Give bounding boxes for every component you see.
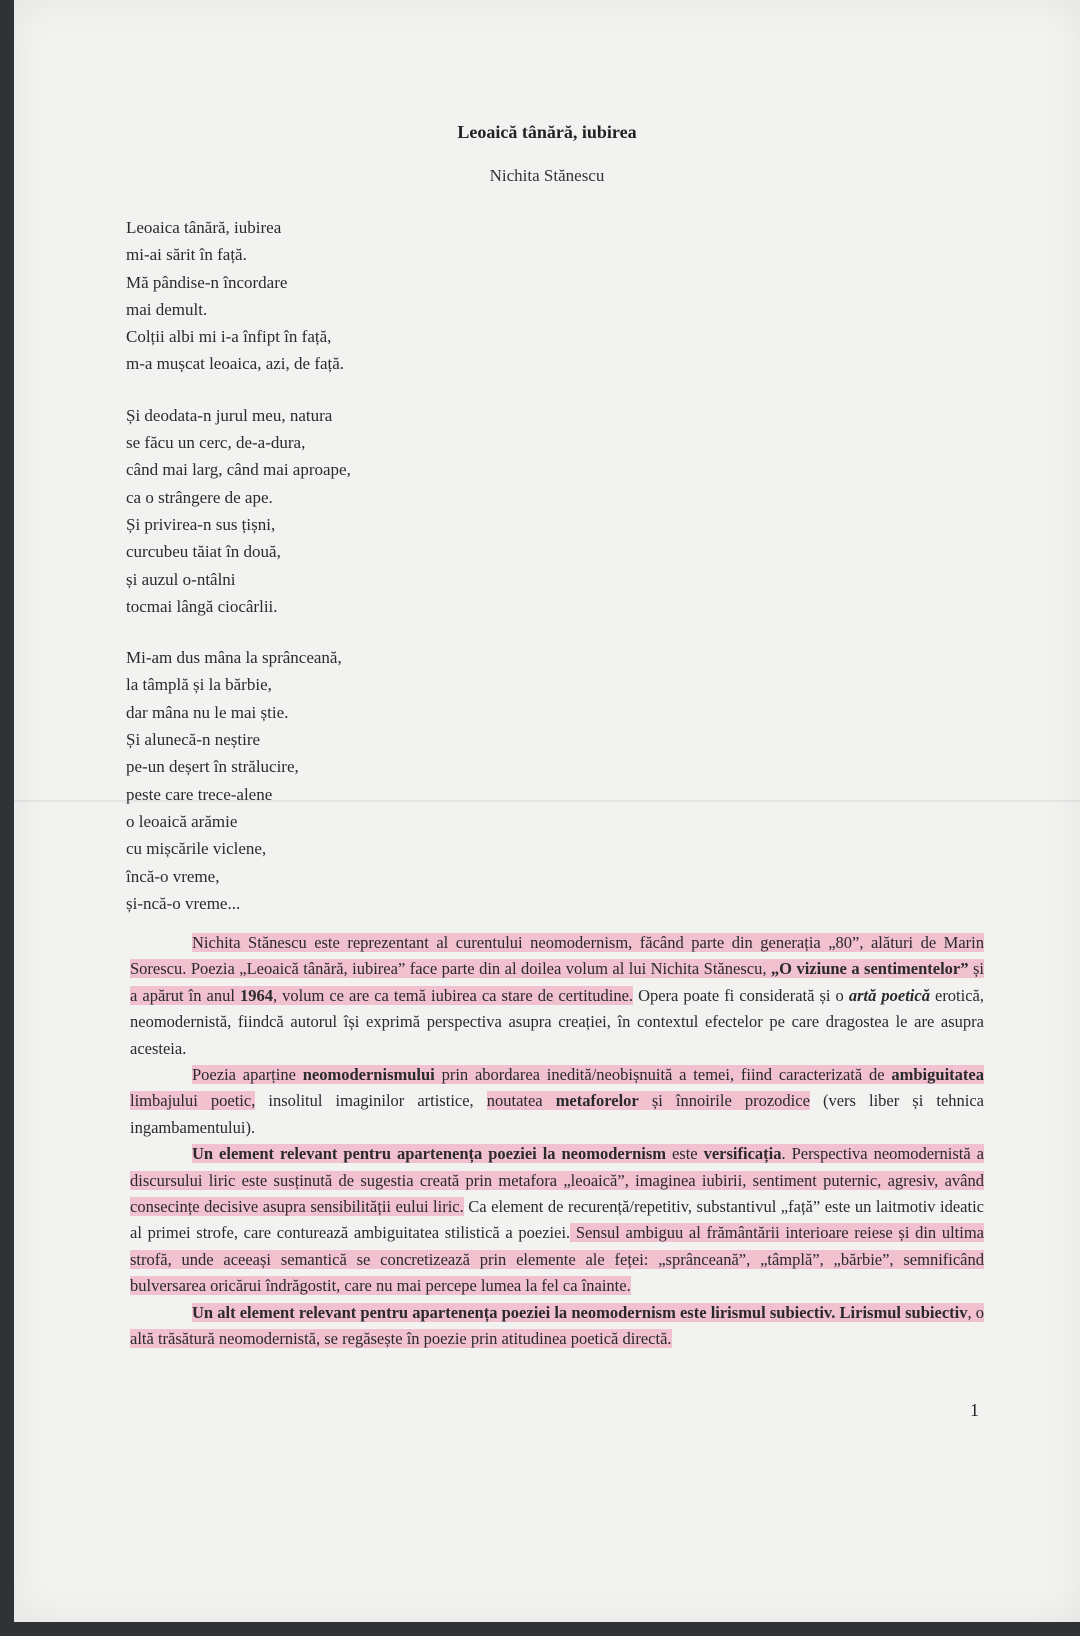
emphasis-text: artă poetică	[848, 985, 930, 1005]
verse-line: pe-un deșert în strălucire,	[126, 757, 299, 777]
highlighted-text: Un element relevant pentru apartenența poeziei la neomodernism este versificația. Perspectiva neomodernistă a discursului liric este susținută de sugestia creată prin metafora „leoaică”, imaginea iubirii, sentiment puternic, agresiv, având consecințe decisive asupra sensibilității eului liric.	[130, 1144, 985, 1217]
highlighted-text: Poezia aparține neomodernismului prin abordarea inedită/neobișnuită a temei, fiind caracterizată de ambiguitatea limbajului poetic,	[130, 1065, 984, 1111]
page-number: 1	[970, 1400, 979, 1420]
verse-line: tocmai lângă ciocârlii.	[126, 596, 278, 616]
essay-paragraph-4	[130, 1300, 984, 1353]
stanza-1	[126, 214, 546, 378]
verse-line: la tâmplă și la bărbie,	[126, 675, 272, 695]
verse-line: mi-ai sărit în față.	[126, 245, 247, 265]
verse-line: cu mișcările viclene,	[126, 839, 267, 859]
verse-line: Leoaica tânără, iubirea	[126, 218, 282, 237]
document-page	[14, 0, 1080, 1622]
essay-text	[130, 930, 984, 1353]
highlighted-text: Sensul ambiguu al frământării interioare reiese și din ultima strofă, unde aceeași semantică se concretizează prin elemente ale feței: „sprânceană”, „tâmplă”, „bărbie”, semnificând bulversarea oricărui îndrăgostit, care nu mai percepe lumea la fel ca înainte.	[130, 1223, 984, 1296]
verse-line: când mai larg, când mai aproape,	[126, 460, 351, 480]
verse-line: și auzul o-ntâlni	[126, 569, 236, 589]
poem-author: Nichita Stănescu	[489, 166, 605, 185]
stanza-3	[126, 644, 546, 917]
highlighted-text: noutatea metaforelor și înnoirile prozodice	[486, 1091, 810, 1111]
verse-line: Și privirea-n sus țișni,	[126, 514, 276, 534]
verse-line: Și deodata-n jurul meu, natura	[126, 405, 333, 425]
verse-line: Mă pândise-n încordare	[126, 272, 288, 292]
essay-paragraph-2: Poezia aparține neomodernismului prin abordarea inedită/neobișnuită a temei, fiind caracterizată de ambiguitatea limbajului poetic, insolitul imaginilor artistice, noutatea metaforelor și înnoirile prozodice (vers liber și tehnica ingambamentului).	[130, 1065, 984, 1137]
verse-line: o leoaică arămie	[126, 811, 238, 831]
verse-line: dar mâna nu le mai știe.	[126, 702, 289, 722]
highlighted-text: Nichita Stănescu este reprezentant al curentului neomodernism, făcând parte din generația „80”, alături de Marin Sorescu. Poezia „Leoaică tânără, iubirea” face parte din al doilea volum al lui Nichita Stănescu, „O viziune a sentimentelor” și a apărut în anul 1964, volum ce are ca temă iubirea ca stare de certitudine.	[130, 933, 984, 1005]
essay-paragraph-3: Un element relevant pentru apartenența poeziei la neomodernism este versificația. Perspectiva neomodernistă a discursului liric este susținută de sugestia creată prin metafora „leoaică”, imaginea iubirii, sentiment puternic, agresiv, având consecințe decisive asupra sensibilității eului liric. Ca element de recurență/repetitiv, substantivul „față” este un laitmotiv ideatic al primei strofe, care conturează ambiguitatea stilistică a poeziei. Sensul ambiguu al frământării interioare reiese și din ultima strofă, unde aceeași semantică se concretizează prin elemente ale feței: „sprânceană”, „tâmplă”, „bărbie”, semnificând bulversarea oricărui îndrăgostit, care nu mai percepe lumea la fel ca înainte.	[130, 1144, 985, 1296]
stanza-2	[126, 402, 546, 620]
verse-line: peste care trece-alene	[126, 784, 273, 804]
verse-line: Mi-am dus mâna la sprânceană,	[126, 648, 342, 668]
verse-line: Colții albi mi i-a înfipt în față,	[126, 327, 332, 347]
verse-line: se făcu un cerc, de-a-dura,	[126, 433, 306, 453]
verse-line: încă-o vreme,	[126, 866, 220, 886]
poem-title: Leoaică tânără, iubirea	[457, 122, 637, 142]
poem-text	[126, 214, 546, 941]
verse-line: curcubeu tăiat în două,	[126, 542, 281, 562]
verse-line: ca o strângere de ape.	[126, 487, 273, 507]
verse-line: Și alunecă-n neștire	[126, 730, 261, 750]
highlighted-text: Un alt element relevant pentru apartenența poeziei la neomodernism este lirismul subiectiv. Lirismul subiectiv, o altă trăsătură neomodernistă, se regăsește în poezie prin atitudinea poetică directă.	[130, 1302, 984, 1349]
essay-paragraph-1: Nichita Stănescu este reprezentant al curentului neomodernism, făcând parte din generația „80”, alături de Marin Sorescu. Poezia „Leoaică tânără, iubirea” face parte din al doilea volum al lui Nichita Stănescu, „O viziune a sentimentelor” și a apărut în anul 1964, volum ce are ca temă iubirea ca stare de certitudine. Opera poate fi considerată și o artă poetică erotică, neomodernistă, fiindcă autorul își exprimă perspectiva asupra creației, în contextul efectelor pe care dragostea le are asupra acesteia.	[130, 933, 985, 1058]
verse-line: m-a mușcat leoaica, azi, de față.	[126, 354, 345, 374]
verse-line: mai demult.	[126, 299, 208, 319]
verse-line: și-ncă-o vreme...	[126, 893, 241, 913]
